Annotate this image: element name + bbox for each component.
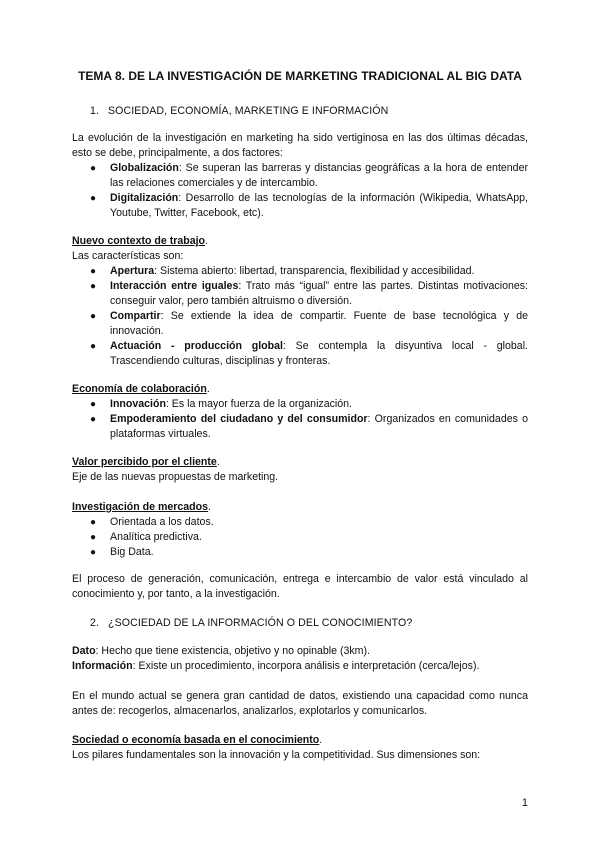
list-item: [90, 339, 528, 369]
intro-paragraph: La evolución de la investigación en marketing ha sido vertiginosa en las dos últimas décadas, esto se debe, principalmente, a dos factores:: [72, 132, 528, 159]
bullet-icon: ●: [90, 281, 97, 292]
section-2-number: 2.: [90, 617, 100, 629]
list-item-text: Orientada a los datos.: [110, 516, 214, 528]
economia-heading: Economía de colaboración.: [72, 383, 210, 395]
list-item: [90, 397, 528, 412]
section-1-heading: [90, 104, 388, 119]
list-item: [90, 279, 528, 309]
bullet-icon: ●: [90, 163, 97, 174]
list-item-term: Compartir: [110, 310, 161, 322]
list-item-text: : Es la mayor fuerza de la organización.: [165, 398, 352, 410]
list-item-term: Globalización: [110, 162, 179, 174]
list-item-term: Actuación - producción global: [110, 340, 283, 352]
list-item-text: Big Data.: [110, 546, 154, 558]
valor-heading: Valor percibido por el cliente.: [72, 456, 220, 468]
list-item-text: : Se contempla la disyuntiva local - global. Trascendiendo culturas, disciplinas y fronteras.: [110, 340, 528, 367]
valor-text: Eje de las nuevas propuestas de marketing.: [72, 471, 279, 483]
sociedad-heading: Sociedad o economía basada en el conocimiento.: [72, 734, 323, 746]
list-item: [90, 161, 528, 191]
section-2-heading: [90, 616, 412, 631]
list-item-text: : Organizados en comunidades o plataformas virtuales.: [110, 413, 528, 440]
list-item-text: : Se superan las barreras y distancias geográficas a la hora de entender las relaciones comerciales y de intercambio.: [110, 162, 528, 189]
bullet-icon: ●: [90, 341, 97, 352]
dato-definition: Dato: Hecho que tiene existencia, objetivo y no opinable (3km).: [72, 645, 370, 657]
list-item-term: Innovación: [110, 398, 166, 410]
informacion-definition: Información: Existe un procedimiento, incorpora análisis e interpretación (cerca/lejos).: [72, 660, 480, 672]
bullet-icon: ●: [90, 193, 97, 204]
list-item: [90, 412, 528, 442]
bullet-icon: ●: [90, 311, 97, 322]
bullet-icon: ●: [90, 532, 97, 543]
bullet-icon: ●: [90, 414, 97, 425]
list-item-text: : Trato más “igual” entre las partes. Distintas motivaciones: conseguir valor, pero también altruismo o diversión.: [110, 280, 528, 307]
sociedad-text: Los pilares fundamentales son la innovación y la competitividad. Sus dimensiones son:: [72, 749, 481, 761]
mundo-paragraph: En el mundo actual se genera gran cantidad de datos, existiendo una capacidad como nunca antes de: recogerlos, almacenarlos, analizarlos, explotarlos y comunicarlos.: [72, 690, 528, 717]
list-item-term: Interacción entre iguales: [110, 280, 239, 292]
document-title: TEMA 8. DE LA INVESTIGACIÓN DE MARKETING TRADICIONAL AL BIG DATA: [78, 69, 522, 83]
section-2-title: ¿SOCIEDAD DE LA INFORMACIÓN O DEL CONOCIMIENTO?: [108, 617, 413, 629]
bullet-icon: ●: [90, 399, 97, 410]
list-item: [90, 191, 528, 221]
bullet-icon: ●: [90, 266, 97, 277]
list-item-text: : Se extiende la idea de compartir. Fuente de base tecnológica y de innovación.: [110, 310, 528, 337]
list-item: [90, 515, 528, 530]
section-1-number: 1.: [90, 105, 100, 117]
section-1-title: SOCIEDAD, ECONOMÍA, MARKETING E INFORMACIÓN: [108, 105, 389, 117]
bullet-icon: ●: [90, 547, 97, 558]
nuevo-contexto-intro: Las características son:: [72, 250, 184, 262]
list-item-term: Empoderamiento del ciudadano y del consumidor: [110, 413, 368, 425]
list-item-text: Analítica predictiva.: [110, 531, 202, 543]
list-item: [90, 264, 528, 279]
nuevo-contexto-heading: Nuevo contexto de trabajo.: [72, 235, 208, 247]
list-item: [90, 309, 528, 339]
list-item-text: : Sistema abierto: libertad, transparencia, flexibilidad y accesibilidad.: [154, 265, 475, 277]
list-item-text: : Desarrollo de las tecnologías de la información (Wikipedia, WhatsApp, Youtube, Twitter, Facebook, etc).: [110, 192, 528, 219]
investigacion-heading: Investigación de mercados.: [72, 501, 211, 513]
proceso-paragraph: El proceso de generación, comunicación, entrega e intercambio de valor está vinculado al conocimiento y, por tanto, a la investigación.: [72, 573, 528, 600]
list-item-term: Apertura: [110, 265, 155, 277]
bullet-icon: ●: [90, 517, 97, 528]
page-number: 1: [521, 797, 528, 809]
list-item: [90, 545, 528, 560]
list-item: [90, 530, 528, 545]
list-item-term: Digitalización: [110, 192, 179, 204]
